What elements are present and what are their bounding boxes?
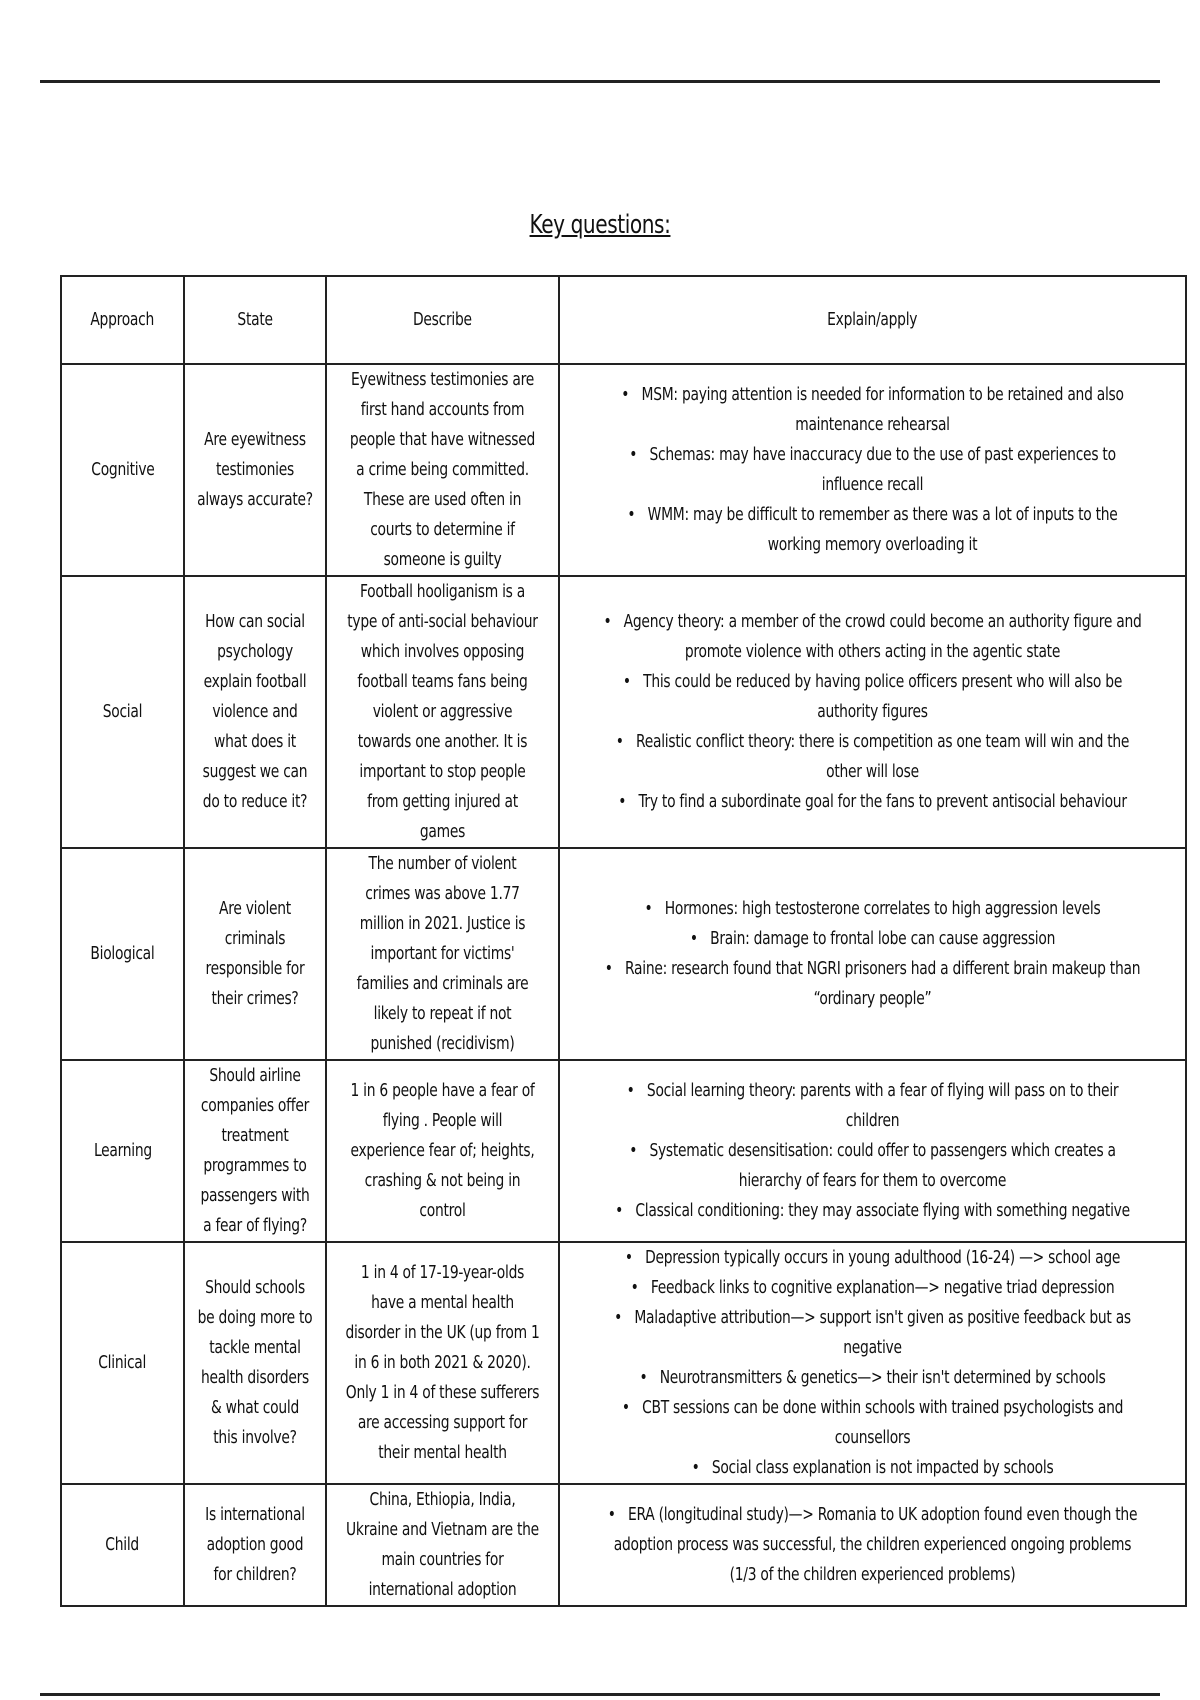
explain-point: • Neurotransmitters & genetics—> their isn't determined by schools <box>601 1363 1144 1393</box>
explain-point: • Maladaptive attribution—> support isn't given as positive feedback but as negative <box>601 1303 1144 1363</box>
explain-point: • MSM: paying attention is needed for information to be retained and also maintenance rehearsal <box>601 380 1144 440</box>
state-cell: Are violent criminals responsible for their crimes? <box>184 848 326 1060</box>
explain-point: • Raine: research found that NGRI prisoners had a different brain makeup than “ordinary people” <box>601 954 1144 1014</box>
explain-list <box>601 894 1144 1014</box>
describe-cell: China, Ethiopia, India, Ukraine and Vietnam are the main countries for international adoption <box>326 1484 559 1606</box>
explain-cell <box>559 1484 1186 1606</box>
explain-point: • Systematic desensitisation: could offer to passengers which creates a hierarchy of fears for them to overcome <box>601 1136 1144 1196</box>
describe-cell: 1 in 4 of 17-19-year-olds have a mental health disorder in the UK (up from 1 in 6 in both 2021 & 2020). Only 1 in 4 of these sufferers are accessing support for their mental health <box>326 1242 559 1484</box>
header-state: State <box>184 276 326 364</box>
explain-point: • Hormones: high testosterone correlates to high aggression levels <box>601 894 1144 924</box>
approach-cell: Learning <box>61 1060 184 1242</box>
explain-point: • Schemas: may have inaccuracy due to the use of past experiences to influence recall <box>601 440 1144 500</box>
explain-list <box>601 1243 1144 1483</box>
state-cell: Should airline companies offer treatment programmes to passengers with a fear of flying? <box>184 1060 326 1242</box>
table-header-row <box>61 276 1186 364</box>
approach-cell: Clinical <box>61 1242 184 1484</box>
state-cell: Are eyewitness testimonies always accurate? <box>184 364 326 576</box>
describe-cell: The number of violent crimes was above 1.77 million in 2021. Justice is important for victims' families and criminals are likely to repeat if not punished (recidivism) <box>326 848 559 1060</box>
explain-point: • This could be reduced by having police officers present who will also be authority figures <box>601 667 1144 727</box>
state-cell: Is international adoption good for children? <box>184 1484 326 1606</box>
key-questions-table <box>60 275 1187 1607</box>
explain-point: • Feedback links to cognitive explanation—> negative triad depression <box>601 1273 1144 1303</box>
explain-point: • ERA (longitudinal study)—> Romania to UK adoption found even though the adoption process was successful, the children experienced ongoing problems (1/3 of the children experienced problems) <box>601 1500 1144 1590</box>
explain-cell <box>559 848 1186 1060</box>
header-approach: Approach <box>61 276 184 364</box>
approach-cell: Biological <box>61 848 184 1060</box>
explain-point: • Agency theory: a member of the crowd could become an authority figure and promote violence with others acting in the agentic state <box>601 607 1144 667</box>
approach-cell: Cognitive <box>61 364 184 576</box>
explain-point: • Realistic conflict theory: there is competition as one team will win and the other will lose <box>601 727 1144 787</box>
page-title: Key questions: <box>529 210 671 240</box>
describe-cell: 1 in 6 people have a fear of flying . People will experience fear of; heights, crashing & not being in control <box>326 1060 559 1242</box>
explain-point: • Brain: damage to frontal lobe can cause aggression <box>601 924 1144 954</box>
explain-point: • Classical conditioning: they may associate flying with something negative <box>601 1196 1144 1226</box>
explain-point: • Social learning theory: parents with a fear of flying will pass on to their children <box>601 1076 1144 1136</box>
table-row-biological <box>61 848 1186 1060</box>
explain-point: • Social class explanation is not impacted by schools <box>601 1453 1144 1483</box>
explain-cell <box>559 1242 1186 1484</box>
bottom-rule <box>40 1693 1160 1696</box>
table-row-social <box>61 576 1186 848</box>
table-row-child <box>61 1484 1186 1606</box>
explain-cell <box>559 1060 1186 1242</box>
header-describe: Describe <box>326 276 559 364</box>
approach-cell: Child <box>61 1484 184 1606</box>
top-rule <box>40 80 1160 83</box>
table-row-clinical <box>61 1242 1186 1484</box>
table-row-cognitive <box>61 364 1186 576</box>
state-cell: Should schools be doing more to tackle mental health disorders & what could this involve? <box>184 1242 326 1484</box>
explain-cell <box>559 576 1186 848</box>
approach-cell: Social <box>61 576 184 848</box>
explain-point: • WMM: may be difficult to remember as there was a lot of inputs to the working memory overloading it <box>601 500 1144 560</box>
table-row-learning <box>61 1060 1186 1242</box>
explain-list <box>601 380 1144 560</box>
state-cell: How can social psychology explain football violence and what does it suggest we can do to reduce it? <box>184 576 326 848</box>
describe-cell: Eyewitness testimonies are first hand accounts from people that have witnessed a crime being committed. These are used often in courts to determine if someone is guilty <box>326 364 559 576</box>
describe-cell: Football hooliganism is a type of anti-social behaviour which involves opposing football teams fans being violent or aggressive towards one another. It is important to stop people from getting injured at games <box>326 576 559 848</box>
explain-list <box>601 1500 1144 1590</box>
explain-list <box>601 1076 1144 1226</box>
explain-point: • Try to find a subordinate goal for the fans to prevent antisocial behaviour <box>601 787 1144 817</box>
explain-list <box>601 607 1144 817</box>
header-explain-apply: Explain/apply <box>559 276 1186 364</box>
explain-point: • CBT sessions can be done within schools with trained psychologists and counsellors <box>601 1393 1144 1453</box>
explain-cell <box>559 364 1186 576</box>
explain-point: • Depression typically occurs in young adulthood (16-24) —> school age <box>601 1243 1144 1273</box>
